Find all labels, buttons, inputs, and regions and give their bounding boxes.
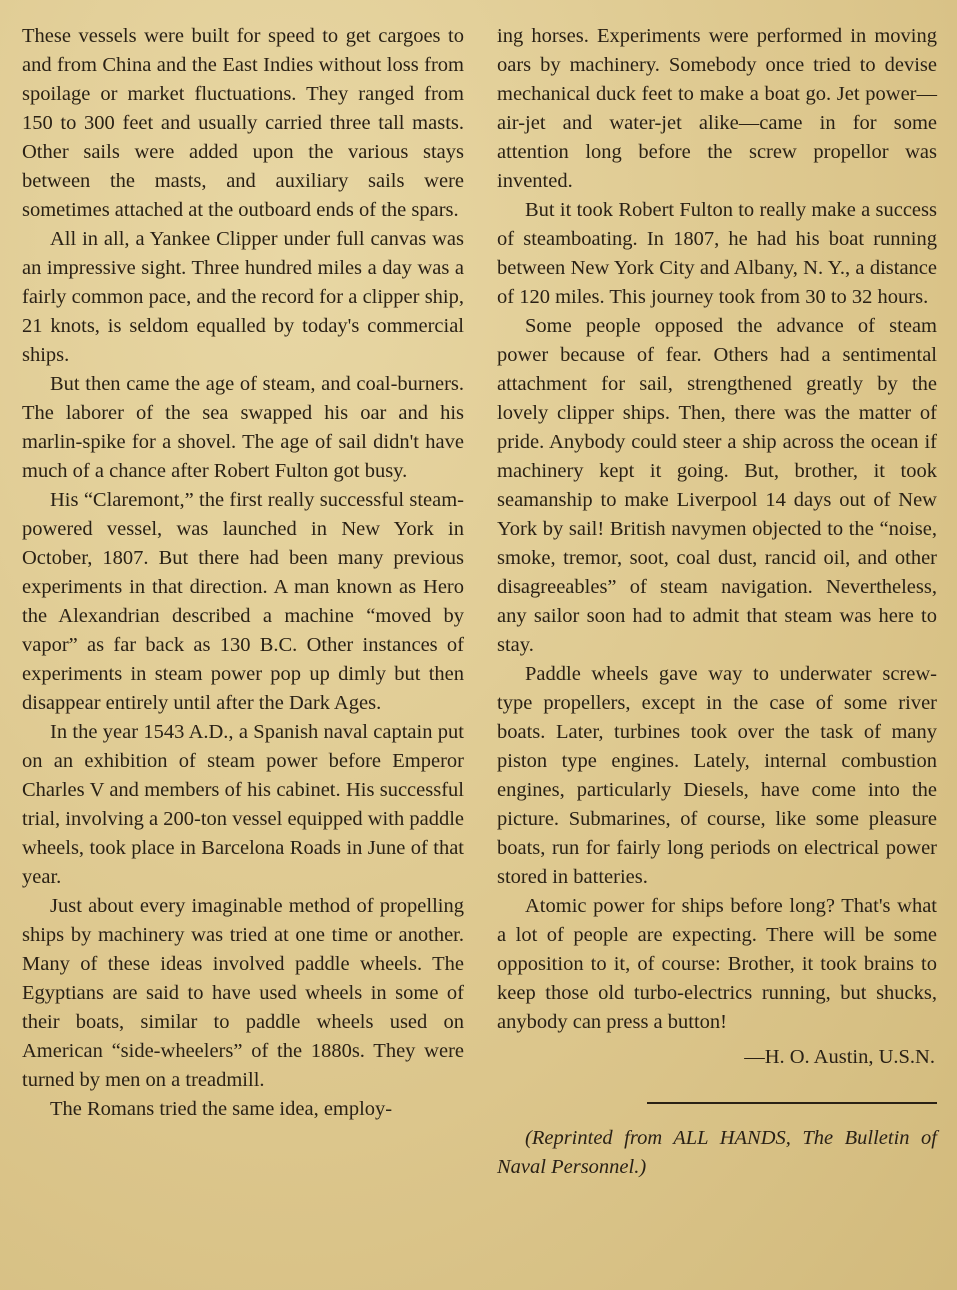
paragraph-clipper-vessels: These vessels were built for speed to get cargoes to and from China and the East Indies without loss from spoilage or market fluctuations. They ranged from 150 to 300 feet and usually carried three tall masts. Other sails were added upon the various stays between the masts, and auxiliary sails were sometimes attached at the outboard ends of the spars. xyxy=(22,25,464,221)
divider-rule xyxy=(647,1102,937,1104)
paragraph-opposition: Some people opposed the advance of steam power because of fear. Others had a sentimental attachment for sail, strengthened greatly by the lovely clipper ships. Then, there was the matter of pride. Anybody could steer a ship across the ocean if machinery kept it going. But, brother, it took seamanship to make Liverpool 14 days out of New York by sail! British navymen objected to the “noise, smoke, tremor, soot, coal dust, rancid oil, and other disagreeables” of steam navigation. Nevertheless, any sailor soon had to admit that steam was here to stay. xyxy=(497,315,937,656)
paragraph-propelling-methods: Just about every imaginable method of propelling ships by machinery was tried at one time or another. Many of these ideas involved paddle wheels. The Egyptians are said to have used wheels in some of their boats, similar to paddle wheels used on American “side-wheelers” of the 1880s. They were turned by men on a treadmill. xyxy=(22,895,464,1091)
reprint-note: (Reprinted from ALL HANDS, The Bulletin of Naval Personnel.) xyxy=(497,1127,937,1178)
right-column xyxy=(497,22,937,1182)
paragraph-romans: The Romans tried the same idea, employ- xyxy=(50,1098,393,1120)
paragraph-age-of-steam: But then came the age of steam, and coal-burners. The laborer of the sea swapped his oar and his marlin-spike for a shovel. The age of sail didn't have much of a chance after Robert Fulton got busy. xyxy=(22,373,464,482)
paragraph-experiments: ing horses. Experiments were performed in moving oars by machinery. Somebody once tried to devise mechanical duck feet to make a boat go. Jet power—air-jet and water-jet alike—came in for some attention long before the screw propellor was invented. xyxy=(497,25,937,192)
left-column xyxy=(22,22,464,1124)
paragraph-yankee-clipper: All in all, a Yankee Clipper under full canvas was an impressive sight. Three hundred miles a day was a fairly common pace, and the record for a clipper ship, 21 knots, is seldom equalled by today's commercial ships. xyxy=(22,228,464,366)
paragraph-claremont: His “Claremont,” the first really successful steam-powered vessel, was launched in New York in October, 1807. But there had been many previous experiments in that direction. A man known as Hero the Alexandrian described a machine “moved by vapor” as far back as 130 B.C. Other instances of experiments in steam power pop up dimly but then disappear entirely until after the Dark Ages. xyxy=(22,489,464,714)
paragraph-fulton-success: But it took Robert Fulton to really make a success of steamboating. In 1807, he had his boat running between New York City and Albany, N. Y., a distance of 120 miles. This journey took from 30 to 32 hours. xyxy=(497,199,937,308)
paragraph-propellers: Paddle wheels gave way to underwater screw-type propellers, except in the case of some river boats. Later, turbines took over the task of many piston type engines. Lately, internal combustion engines, particularly Diesels, have come into the picture. Submarines, of course, like some pleasure boats, run for fairly long periods on electrical power stored in batteries. xyxy=(497,663,937,888)
paragraph-atomic-power: Atomic power for ships before long? That's what a lot of people are expecting. There will be some opposition to it, of course: Brother, it took brains to keep those old turbo-electrics running, but shucks, anybody can press a button! xyxy=(497,895,937,1033)
paragraph-spanish-captain: In the year 1543 A.D., a Spanish naval captain put on an exhibition of steam power before Emperor Charles V and members of his cabinet. His successful trial, involving a 200-ton vessel equipped with paddle wheels, took place in Barcelona Roads in June of that year. xyxy=(22,721,464,888)
author-signature: —H. O. Austin, U.S.N. xyxy=(744,1046,935,1068)
